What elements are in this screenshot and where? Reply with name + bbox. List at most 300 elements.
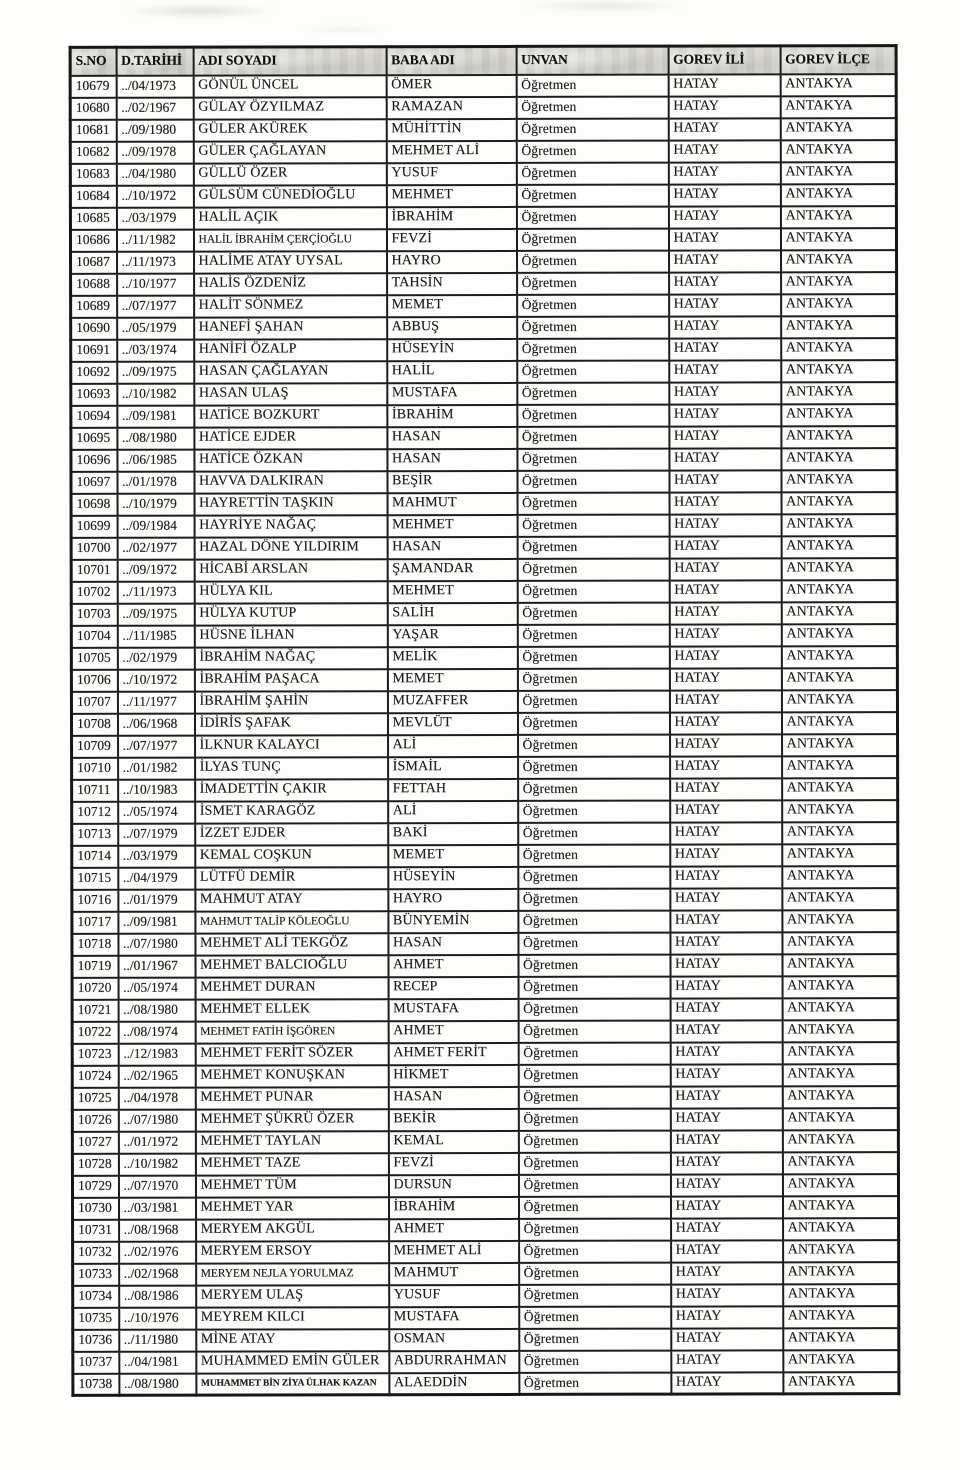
cell-adi-soyadi: MEHMET ŞÜKRÜ ÖZER — [195, 1109, 388, 1131]
cell-sno: 10725 — [72, 1087, 118, 1109]
cell-sno: 10679 — [70, 75, 116, 97]
table-row — [72, 1196, 898, 1220]
cell-sno: 10712 — [72, 801, 118, 823]
cell-gorev-ili: HATAY — [670, 1086, 782, 1108]
cell-baba-adi: ALİ — [388, 800, 518, 822]
table-row — [72, 756, 898, 780]
cell-sno: 10700 — [71, 537, 117, 559]
cell-unvan: Öğretmen — [518, 910, 670, 932]
cell-gorev-ili: HATAY — [669, 316, 781, 338]
cell-unvan: Öğretmen — [517, 624, 669, 646]
cell-sno: 10707 — [71, 691, 117, 713]
cell-sno: 10710 — [72, 757, 118, 779]
cell-sno: 10693 — [71, 383, 117, 405]
table-row — [70, 74, 896, 98]
cell-adi-soyadi: MEHMET FATİH İŞGÖREN — [195, 1021, 388, 1043]
cell-sno: 10703 — [71, 603, 117, 625]
cell-d-tarihi: ../02/1965 — [118, 1065, 195, 1087]
cell-gorev-ilce: ANTAKYA — [782, 822, 898, 844]
cell-unvan: Öğretmen — [518, 1042, 670, 1064]
cell-gorev-ili: HATAY — [671, 1262, 783, 1284]
cell-d-tarihi: ../10/1977 — [117, 273, 194, 295]
cell-sno: 10719 — [72, 955, 118, 977]
cell-sno: 10684 — [70, 185, 116, 207]
cell-d-tarihi: ../11/1973 — [117, 251, 194, 273]
cell-gorev-ilce: ANTAKYA — [781, 668, 897, 690]
cell-gorev-ili: HATAY — [670, 932, 782, 954]
cell-adi-soyadi: MEHMET ALİ TEKGÖZ — [195, 933, 388, 955]
cell-d-tarihi: ../06/1985 — [117, 449, 194, 471]
table-row — [72, 778, 898, 802]
table-row — [71, 316, 897, 340]
cell-d-tarihi: ../07/1979 — [118, 823, 195, 845]
cell-gorev-ili: HATAY — [670, 756, 782, 778]
cell-unvan: Öğretmen — [516, 118, 668, 140]
column-header-d-tarihi: D.TARİHİ — [116, 47, 193, 75]
cell-gorev-ilce: ANTAKYA — [780, 140, 896, 162]
table-row — [71, 690, 897, 714]
cell-adi-soyadi: MEHMET TAYLAN — [195, 1131, 388, 1153]
column-header-sno: S.NO — [70, 47, 116, 75]
cell-unvan: Öğretmen — [517, 580, 669, 602]
cell-baba-adi: HASAN — [387, 536, 517, 558]
cell-d-tarihi: ../04/1980 — [116, 163, 193, 185]
cell-sno: 10726 — [72, 1109, 118, 1131]
cell-gorev-ili: HATAY — [669, 624, 781, 646]
cell-baba-adi: HASAN — [387, 448, 517, 470]
cell-sno: 10722 — [72, 1021, 118, 1043]
cell-baba-adi: BEŞİR — [387, 470, 517, 492]
cell-gorev-ilce: ANTAKYA — [782, 888, 898, 910]
cell-adi-soyadi: MUHAMMET BİN ZİYA ÜLHAK KAZAN — [196, 1373, 389, 1395]
cell-adi-soyadi: GÜLER AKÜREK — [193, 119, 386, 141]
cell-d-tarihi: ../03/1981 — [118, 1197, 195, 1219]
cell-gorev-ilce: ANTAKYA — [781, 712, 897, 734]
column-header-unvan: UNVAN — [516, 46, 668, 74]
cell-baba-adi: OSMAN — [389, 1328, 519, 1350]
cell-sno: 10687 — [71, 251, 117, 273]
cell-d-tarihi: ../03/1979 — [116, 207, 193, 229]
cell-d-tarihi: ../06/1968 — [117, 713, 194, 735]
cell-gorev-ilce: ANTAKYA — [781, 272, 897, 294]
cell-adi-soyadi: HAYRİYE NAĞAÇ — [194, 515, 387, 537]
cell-baba-adi: BEKİR — [388, 1108, 518, 1130]
cell-adi-soyadi: İDİRİS ŞAFAK — [194, 713, 387, 735]
cell-baba-adi: SALİH — [387, 602, 517, 624]
cell-baba-adi: BAKİ — [388, 822, 518, 844]
cell-baba-adi: AHMET — [389, 1218, 519, 1240]
cell-adi-soyadi: MEHMET ELLEK — [195, 999, 388, 1021]
cell-adi-soyadi: HÜLYA KUTUP — [194, 603, 387, 625]
cell-gorev-ili: HATAY — [669, 250, 781, 272]
cell-d-tarihi: ../11/1980 — [119, 1329, 196, 1351]
cell-baba-adi: MUSTAFA — [387, 382, 517, 404]
cell-sno: 10683 — [70, 163, 116, 185]
cell-gorev-ili: HATAY — [671, 1350, 783, 1372]
cell-unvan: Öğretmen — [517, 426, 669, 448]
cell-adi-soyadi: HAZAL DÖNE YILDIRIM — [194, 537, 387, 559]
column-header-baba-adi: BABA ADI — [386, 46, 516, 74]
cell-gorev-ilce: ANTAKYA — [781, 624, 897, 646]
cell-gorev-ili: HATAY — [669, 492, 781, 514]
cell-d-tarihi: ../07/1970 — [118, 1175, 195, 1197]
cell-adi-soyadi: İSMET KARAGÖZ — [195, 801, 388, 823]
cell-d-tarihi: ../07/1980 — [118, 933, 195, 955]
cell-adi-soyadi: HASAN ULAŞ — [194, 383, 387, 405]
cell-sno: 10680 — [70, 97, 116, 119]
cell-gorev-ili: HATAY — [669, 448, 781, 470]
cell-unvan: Öğretmen — [519, 1372, 671, 1394]
cell-sno: 10732 — [73, 1241, 119, 1263]
table-row — [72, 734, 898, 758]
cell-gorev-ilce: ANTAKYA — [780, 96, 896, 118]
cell-gorev-ilce: ANTAKYA — [782, 1020, 898, 1042]
cell-baba-adi: ŞAMANDAR — [387, 558, 517, 580]
table-row — [71, 536, 897, 560]
cell-sno: 10711 — [72, 779, 118, 801]
cell-adi-soyadi: MEYREM KILCI — [196, 1307, 389, 1329]
cell-adi-soyadi: HANİFİ ÖZALP — [194, 339, 387, 361]
cell-unvan: Öğretmen — [517, 602, 669, 624]
cell-gorev-ilce: ANTAKYA — [781, 382, 897, 404]
cell-gorev-ilce: ANTAKYA — [783, 1284, 899, 1306]
cell-baba-adi: İBRAHİM — [388, 1196, 518, 1218]
cell-sno: 10734 — [73, 1285, 119, 1307]
cell-baba-adi: HASAN — [388, 932, 518, 954]
cell-d-tarihi: ../01/1967 — [118, 955, 195, 977]
table-row — [71, 470, 897, 494]
cell-gorev-ilce: ANTAKYA — [781, 580, 897, 602]
cell-adi-soyadi: MERYEM ULAŞ — [196, 1285, 389, 1307]
cell-sno: 10717 — [72, 911, 118, 933]
cell-gorev-ilce: ANTAKYA — [781, 690, 897, 712]
cell-sno: 10702 — [71, 581, 117, 603]
cell-baba-adi: FETTAH — [388, 778, 518, 800]
table-row — [72, 1042, 898, 1066]
cell-d-tarihi: ../02/1967 — [116, 97, 193, 119]
cell-gorev-ili: HATAY — [669, 580, 781, 602]
cell-adi-soyadi: MERYEM NEJLA YORULMAZ — [196, 1263, 389, 1285]
cell-gorev-ilce: ANTAKYA — [781, 404, 897, 426]
cell-d-tarihi: ../04/1979 — [118, 867, 195, 889]
cell-baba-adi: AHMET FERİT — [388, 1042, 518, 1064]
cell-gorev-ilce: ANTAKYA — [781, 514, 897, 536]
cell-d-tarihi: ../10/1972 — [117, 669, 194, 691]
cell-d-tarihi: ../08/1968 — [119, 1219, 196, 1241]
cell-adi-soyadi: MEHMET YAR — [195, 1197, 388, 1219]
cell-unvan: Öğretmen — [517, 492, 669, 514]
cell-gorev-ilce: ANTAKYA — [781, 470, 897, 492]
cell-sno: 10704 — [71, 625, 117, 647]
table-row — [73, 1328, 899, 1352]
cell-gorev-ilce: ANTAKYA — [783, 1328, 899, 1350]
cell-unvan: Öğretmen — [518, 866, 670, 888]
cell-gorev-ili: HATAY — [670, 800, 782, 822]
cell-unvan: Öğretmen — [518, 756, 670, 778]
cell-baba-adi: ALAEDDİN — [389, 1372, 519, 1394]
cell-d-tarihi: ../09/1981 — [118, 911, 195, 933]
cell-adi-soyadi: HALİS ÖZDENİZ — [194, 273, 387, 295]
cell-gorev-ilce: ANTAKYA — [781, 558, 897, 580]
cell-d-tarihi: ../10/1972 — [116, 185, 193, 207]
cell-sno: 10695 — [71, 427, 117, 449]
cell-baba-adi: AHMET — [388, 954, 518, 976]
cell-unvan: Öğretmen — [517, 448, 669, 470]
table-row — [72, 800, 898, 824]
cell-gorev-ili: HATAY — [668, 118, 780, 140]
cell-gorev-ilce: ANTAKYA — [783, 1372, 899, 1394]
cell-baba-adi: ABDURRAHMAN — [389, 1350, 519, 1372]
cell-gorev-ilce: ANTAKYA — [782, 1108, 898, 1130]
cell-sno: 10733 — [73, 1263, 119, 1285]
cell-d-tarihi: ../11/1973 — [117, 581, 194, 603]
cell-baba-adi: MEHMET — [387, 580, 517, 602]
table-row — [70, 140, 896, 164]
cell-gorev-ili: HATAY — [668, 140, 780, 162]
table-row — [71, 404, 897, 428]
cell-adi-soyadi: MİNE ATAY — [196, 1329, 389, 1351]
cell-baba-adi: MEHMET — [386, 184, 516, 206]
table-row — [70, 206, 896, 230]
cell-d-tarihi: ../05/1974 — [118, 801, 195, 823]
cell-baba-adi: MEMET — [387, 668, 517, 690]
cell-d-tarihi: ../09/1975 — [117, 603, 194, 625]
cell-baba-adi: YUSUF — [386, 162, 516, 184]
cell-gorev-ilce: ANTAKYA — [782, 998, 898, 1020]
cell-d-tarihi: ../11/1982 — [116, 229, 193, 251]
cell-d-tarihi: ../02/1968 — [119, 1263, 196, 1285]
cell-gorev-ilce: ANTAKYA — [783, 1350, 899, 1372]
cell-sno: 10692 — [71, 361, 117, 383]
cell-unvan: Öğretmen — [519, 1240, 671, 1262]
cell-baba-adi: KEMAL — [388, 1130, 518, 1152]
cell-adi-soyadi: KEMAL COŞKUN — [195, 845, 388, 867]
cell-sno: 10690 — [71, 317, 117, 339]
table-row — [72, 822, 898, 846]
cell-gorev-ili: HATAY — [669, 294, 781, 316]
cell-baba-adi: RECEP — [388, 976, 518, 998]
cell-unvan: Öğretmen — [518, 932, 670, 954]
cell-gorev-ilce: ANTAKYA — [782, 932, 898, 954]
column-header-gorev-ilce: GOREV İLÇE — [780, 46, 896, 74]
cell-gorev-ilce: ANTAKYA — [782, 1130, 898, 1152]
cell-gorev-ilce: ANTAKYA — [782, 976, 898, 998]
cell-sno: 10730 — [72, 1197, 118, 1219]
cell-baba-adi: MAHMUT — [387, 492, 517, 514]
cell-gorev-ilce: ANTAKYA — [781, 338, 897, 360]
cell-sno: 10706 — [71, 669, 117, 691]
cell-gorev-ili: HATAY — [670, 1042, 782, 1064]
cell-gorev-ilce: ANTAKYA — [781, 316, 897, 338]
cell-unvan: Öğretmen — [518, 998, 670, 1020]
cell-unvan: Öğretmen — [518, 1064, 670, 1086]
cell-unvan: Öğretmen — [517, 690, 669, 712]
column-header-adi-soyadi: ADI SOYADI — [193, 47, 386, 75]
cell-d-tarihi: ../08/1974 — [118, 1021, 195, 1043]
table-row — [73, 1306, 899, 1330]
cell-gorev-ili: HATAY — [670, 1064, 782, 1086]
cell-gorev-ili: HATAY — [669, 360, 781, 382]
cell-unvan: Öğretmen — [518, 844, 670, 866]
cell-d-tarihi: ../10/1976 — [119, 1307, 196, 1329]
table-row — [72, 1108, 898, 1132]
table-row — [71, 624, 897, 648]
table-row — [71, 272, 897, 296]
cell-unvan: Öğretmen — [517, 316, 669, 338]
table-row — [71, 602, 897, 626]
cell-d-tarihi: ../01/1982 — [118, 757, 195, 779]
cell-sno: 10716 — [72, 889, 118, 911]
cell-baba-adi: RAMAZAN — [386, 96, 516, 118]
cell-adi-soyadi: HAYRETTİN TAŞKIN — [194, 493, 387, 515]
cell-sno: 10714 — [72, 845, 118, 867]
cell-gorev-ili: HATAY — [668, 74, 780, 96]
cell-unvan: Öğretmen — [518, 888, 670, 910]
personnel-table — [69, 44, 901, 1397]
cell-baba-adi: MUSTAFA — [388, 998, 518, 1020]
cell-gorev-ili: HATAY — [669, 338, 781, 360]
cell-gorev-ili: HATAY — [670, 1152, 782, 1174]
table-row — [72, 1064, 898, 1088]
cell-gorev-ilce: ANTAKYA — [780, 118, 896, 140]
cell-gorev-ili: HATAY — [669, 712, 781, 734]
cell-d-tarihi: ../08/1980 — [117, 427, 194, 449]
cell-baba-adi: AHMET — [388, 1020, 518, 1042]
cell-adi-soyadi: HALİT SÖNMEZ — [194, 295, 387, 317]
cell-unvan: Öğretmen — [518, 734, 670, 756]
cell-gorev-ili: HATAY — [671, 1240, 783, 1262]
cell-d-tarihi: ../10/1982 — [117, 383, 194, 405]
cell-adi-soyadi: HALİL AÇIK — [193, 207, 386, 229]
table-row — [72, 1130, 898, 1154]
cell-baba-adi: HÜSEYİN — [388, 866, 518, 888]
cell-d-tarihi: ../05/1974 — [118, 977, 195, 999]
cell-unvan: Öğretmen — [518, 822, 670, 844]
cell-sno: 10728 — [72, 1153, 118, 1175]
cell-baba-adi: ABBUŞ — [387, 316, 517, 338]
cell-adi-soyadi: MAHMUT ATAY — [195, 889, 388, 911]
cell-gorev-ili: HATAY — [668, 184, 780, 206]
cell-unvan: Öğretmen — [518, 1130, 670, 1152]
cell-d-tarihi: ../09/1980 — [116, 119, 193, 141]
cell-gorev-ili: HATAY — [669, 470, 781, 492]
cell-d-tarihi: ../01/1979 — [118, 889, 195, 911]
cell-baba-adi: MEVLÜT — [387, 712, 517, 734]
cell-sno: 10720 — [72, 977, 118, 999]
cell-adi-soyadi: LÜTFÜ DEMİR — [195, 867, 388, 889]
cell-d-tarihi: ../01/1978 — [117, 471, 194, 493]
cell-gorev-ili: HATAY — [670, 844, 782, 866]
cell-gorev-ili: HATAY — [669, 646, 781, 668]
cell-sno: 10709 — [72, 735, 118, 757]
table-row — [73, 1262, 899, 1286]
table-row — [73, 1372, 899, 1396]
cell-baba-adi: HASAN — [387, 426, 517, 448]
cell-gorev-ili: HATAY — [671, 1328, 783, 1350]
cell-sno: 10727 — [72, 1131, 118, 1153]
table-row — [72, 866, 898, 890]
cell-sno: 10698 — [71, 493, 117, 515]
cell-sno: 10737 — [73, 1351, 119, 1373]
cell-adi-soyadi: GÖNÜL ÜNCEL — [193, 75, 386, 97]
cell-sno: 10729 — [72, 1175, 118, 1197]
cell-gorev-ilce: ANTAKYA — [781, 294, 897, 316]
cell-unvan: Öğretmen — [517, 294, 669, 316]
cell-d-tarihi: ../05/1979 — [117, 317, 194, 339]
cell-unvan: Öğretmen — [517, 382, 669, 404]
cell-unvan: Öğretmen — [516, 140, 668, 162]
cell-d-tarihi: ../12/1983 — [118, 1043, 195, 1065]
cell-unvan: Öğretmen — [516, 162, 668, 184]
cell-d-tarihi: ../10/1979 — [117, 493, 194, 515]
cell-gorev-ilce: ANTAKYA — [782, 1174, 898, 1196]
cell-baba-adi: ALİ — [388, 734, 518, 756]
cell-adi-soyadi: MUHAMMED EMİN GÜLER — [196, 1351, 389, 1373]
cell-sno: 10701 — [71, 559, 117, 581]
header-row — [70, 46, 896, 76]
table-row — [73, 1240, 899, 1264]
cell-unvan: Öğretmen — [517, 514, 669, 536]
cell-d-tarihi: ../08/1980 — [119, 1373, 196, 1395]
cell-gorev-ilce: ANTAKYA — [780, 184, 896, 206]
cell-d-tarihi: ../09/1972 — [117, 559, 194, 581]
table-row — [72, 910, 898, 934]
cell-adi-soyadi: HALİL İBRAHİM ÇERÇİOĞLU — [193, 229, 386, 251]
cell-gorev-ili: HATAY — [669, 426, 781, 448]
cell-baba-adi: MUZAFFER — [387, 690, 517, 712]
cell-gorev-ili: HATAY — [669, 690, 781, 712]
cell-baba-adi: ÖMER — [386, 74, 516, 96]
cell-gorev-ilce: ANTAKYA — [783, 1240, 899, 1262]
cell-adi-soyadi: MEHMET KONUŞKAN — [195, 1065, 388, 1087]
table-row — [71, 712, 897, 736]
table-row — [72, 1174, 898, 1198]
cell-gorev-ili: HATAY — [669, 602, 781, 624]
table-row — [70, 228, 896, 252]
table-row — [71, 448, 897, 472]
cell-sno: 10713 — [72, 823, 118, 845]
cell-adi-soyadi: MEHMET FERİT SÖZER — [195, 1043, 388, 1065]
table-row — [71, 646, 897, 670]
table-row — [70, 118, 896, 142]
cell-gorev-ili: HATAY — [668, 96, 780, 118]
cell-gorev-ili: HATAY — [669, 668, 781, 690]
scan-smudge-artifact — [120, 4, 280, 18]
cell-adi-soyadi: GÜLER ÇAĞLAYAN — [193, 141, 386, 163]
cell-baba-adi: MÜHİTTİN — [386, 118, 516, 140]
cell-unvan: Öğretmen — [517, 712, 669, 734]
cell-unvan: Öğretmen — [518, 1152, 670, 1174]
cell-gorev-ili: HATAY — [670, 1196, 782, 1218]
cell-baba-adi: HAYRO — [387, 250, 517, 272]
cell-gorev-ili: HATAY — [670, 1130, 782, 1152]
cell-baba-adi: MEMET — [388, 844, 518, 866]
cell-adi-soyadi: İLYAS TUNÇ — [195, 757, 388, 779]
table-row — [71, 360, 897, 384]
cell-baba-adi: İBRAHİM — [387, 404, 517, 426]
cell-gorev-ili: HATAY — [670, 734, 782, 756]
cell-d-tarihi: ../03/1974 — [117, 339, 194, 361]
cell-gorev-ili: HATAY — [669, 558, 781, 580]
cell-d-tarihi: ../11/1977 — [117, 691, 194, 713]
cell-adi-soyadi: MEHMET BALCIOĞLU — [195, 955, 388, 977]
cell-unvan: Öğretmen — [518, 1020, 670, 1042]
cell-sno: 10705 — [71, 647, 117, 669]
cell-gorev-ili: HATAY — [669, 272, 781, 294]
cell-baba-adi: YUSUF — [389, 1284, 519, 1306]
cell-unvan: Öğretmen — [516, 228, 668, 250]
table-row — [72, 1020, 898, 1044]
